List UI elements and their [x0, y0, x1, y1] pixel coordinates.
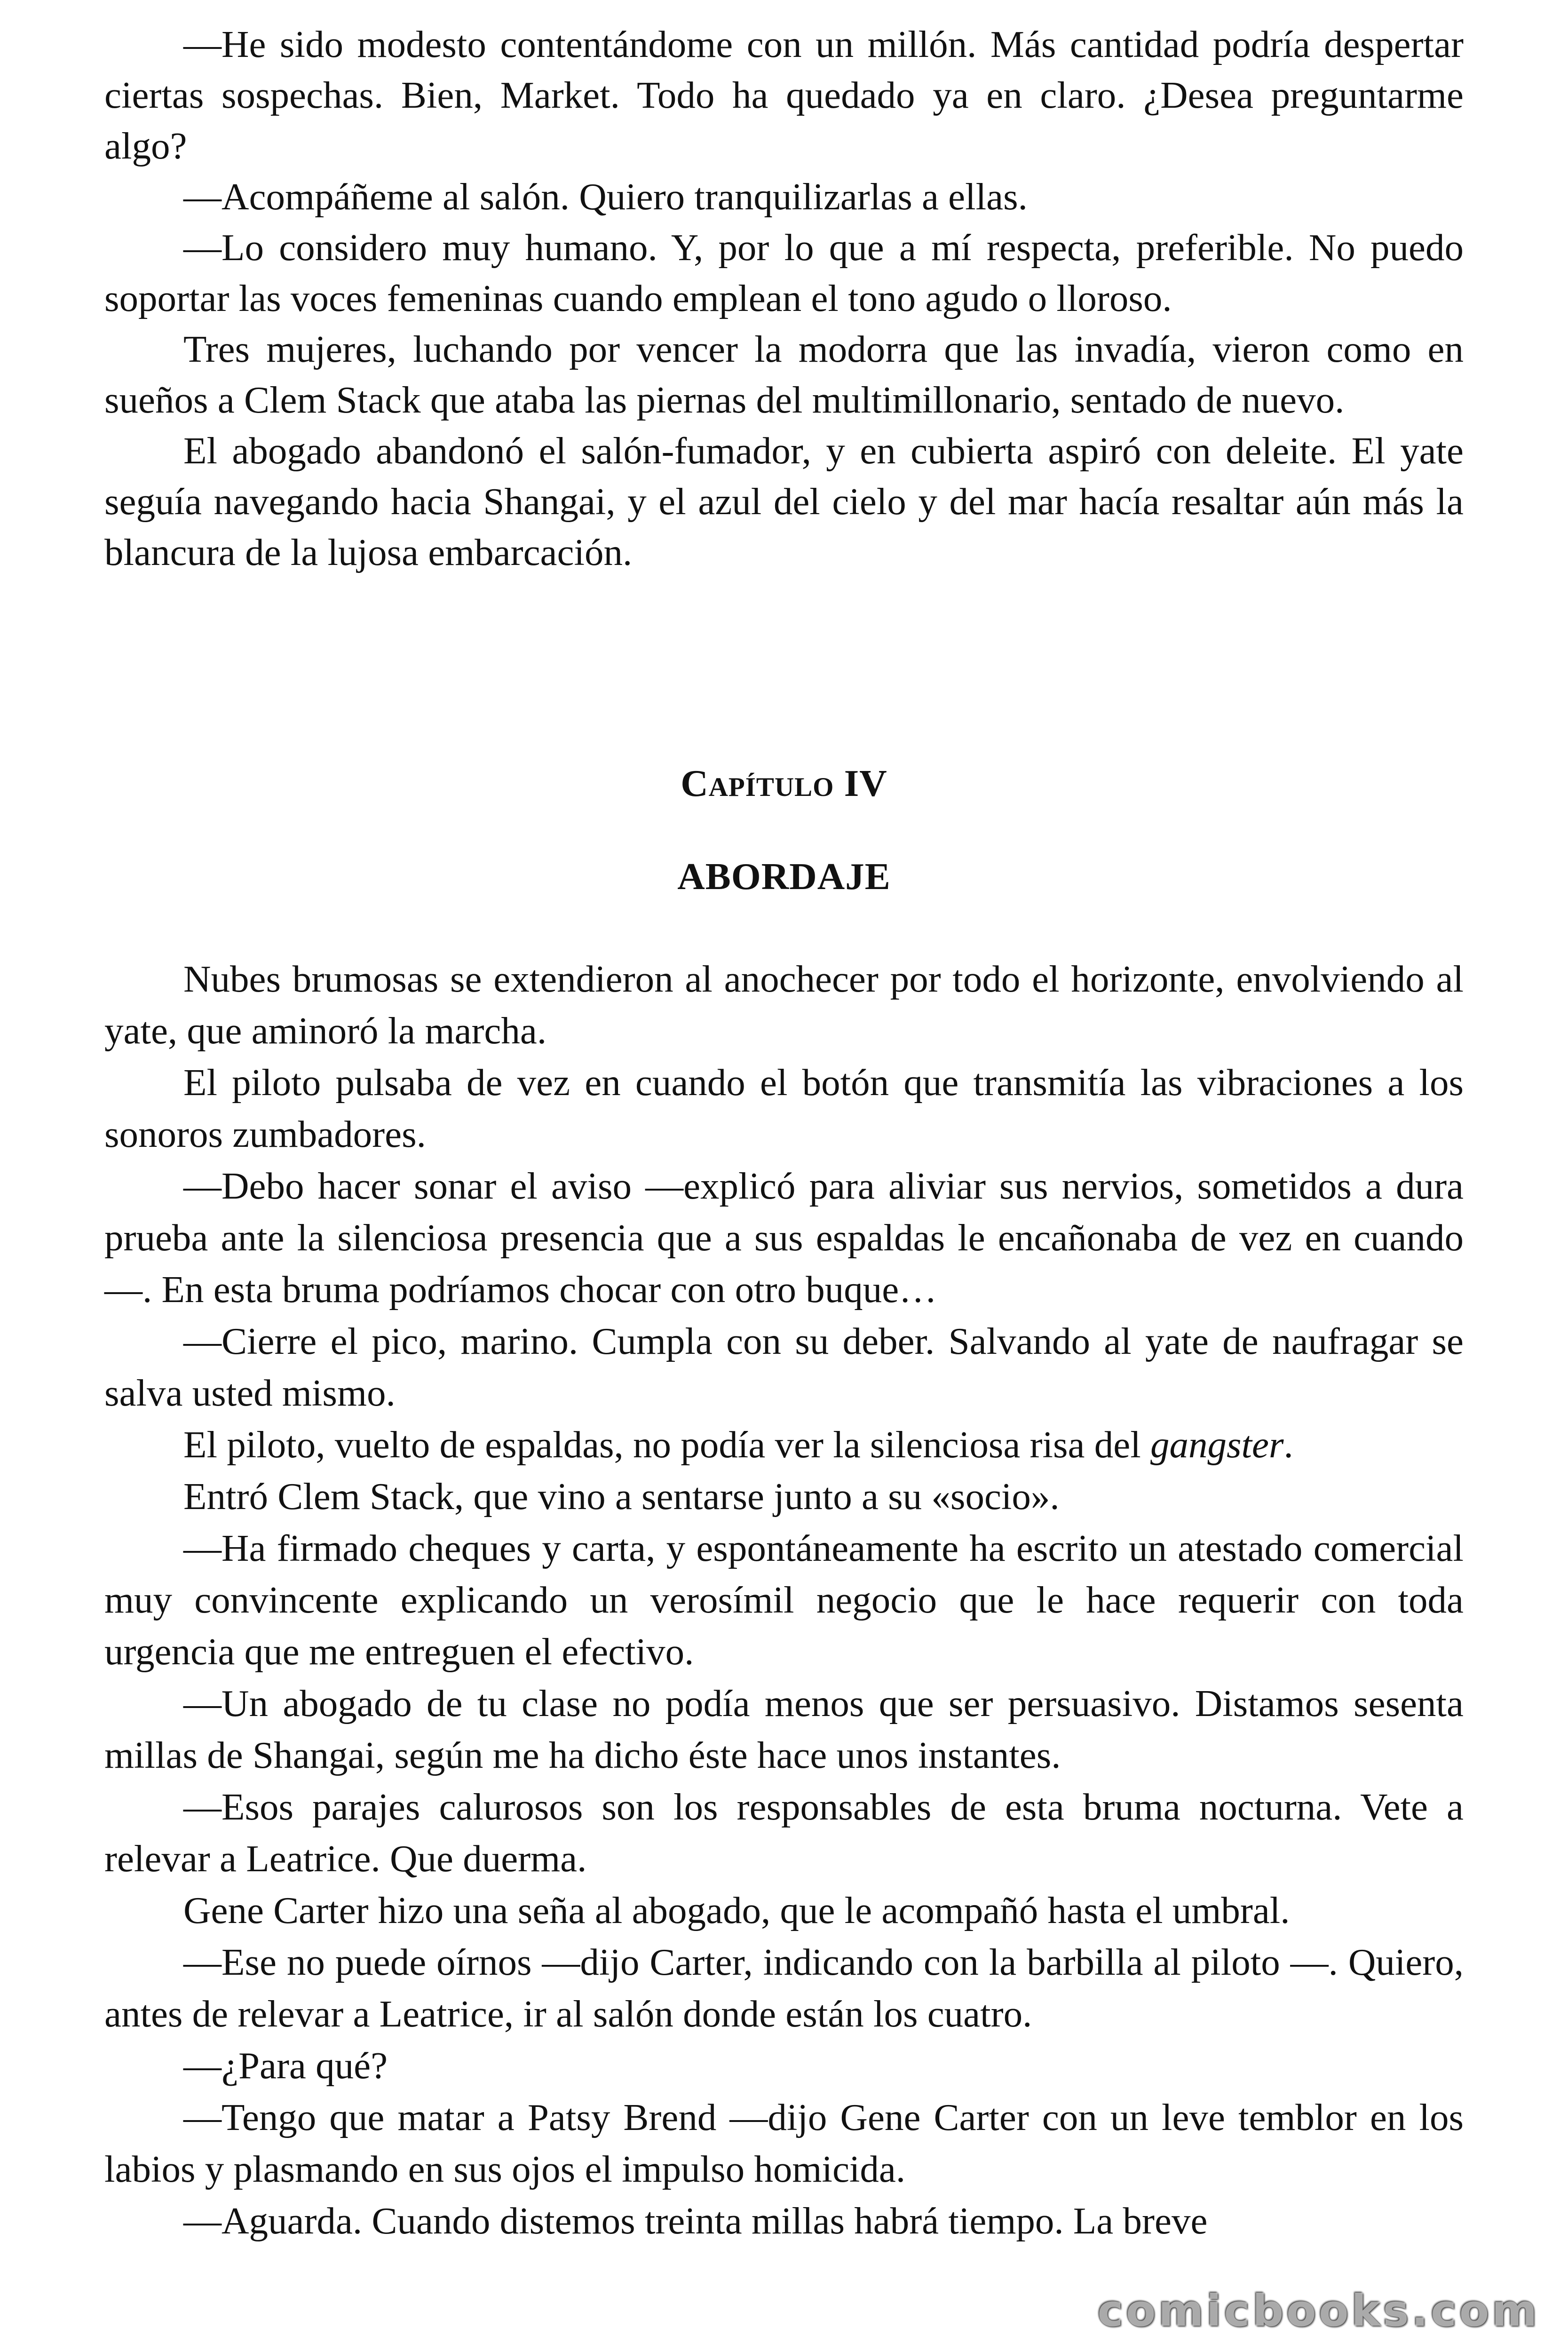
paragraph: Nubes brumosas se extendieron al anochecer por todo el horizonte, envolviendo al yate, que aminoró la marcha.: [104, 958, 1464, 1052]
title-gap: [104, 809, 1464, 850]
paragraph-text: El piloto, vuelto de espaldas, no podía ver la silenciosa risa del: [183, 1423, 1150, 1466]
paragraph: Tres mujeres, luchando por vencer la modorra que las invadía, vieron como en sueños a Clem Stack que ataba las piernas del multimillonario, sentado de nuevo.: [104, 328, 1464, 421]
italic-word: gangster: [1150, 1423, 1284, 1466]
paragraph: —Aguarda. Cuando distemos treinta millas habrá tiempo. La breve: [183, 2200, 1208, 2242]
paragraph: El abogado abandonó el salón-fumador, y en cubierta aspiró con deleite. El yate seguía navegando hacia Shangai, y el azul del cielo y del mar hacía resaltar aún más la blancura de la lujosa embarcación.: [104, 429, 1464, 573]
paragraph: —Tengo que matar a Patsy Brend —dijo Gene Carter con un leve temblor en los labios y plasmando en sus ojos el impulso homicida.: [104, 2096, 1464, 2190]
paragraph: El piloto pulsaba de vez en cuando el botón que transmitía las vibraciones a los sonoros zumbadores.: [104, 1061, 1464, 1155]
paragraph: —Acompáñeme al salón. Quiero tranquilizarlas a ellas.: [183, 175, 1028, 218]
paragraph: —Un abogado de tu clase no podía menos que ser persuasivo. Distamos sesenta millas de Shangai, según me ha dicho éste hace unos instantes.: [104, 1682, 1464, 1776]
paragraph: —Lo considero muy humano. Y, por lo que a mí respecta, preferible. No puedo soportar las voces femeninas cuando emplean el tono agudo o lloroso.: [104, 226, 1464, 319]
paragraph: —¿Para qué?: [183, 2044, 388, 2087]
paragraph: Entró Clem Stack, que vino a sentarse junto a su «socio».: [183, 1475, 1060, 1518]
paragraph: —Esos parajes calurosos son los responsables de esta bruma nocturna. Vete a relevar a Leatrice. Que duerma.: [104, 1786, 1464, 1880]
paragraph: Gene Carter hizo una seña al abogado, que le acompañó hasta el umbral.: [183, 1889, 1290, 1931]
paragraph-text: .: [1283, 1423, 1293, 1466]
chapter-text-block: [104, 953, 1464, 2247]
paragraph: —Ha firmado cheques y carta, y espontáneamente ha escrito un atestado comercial muy convincente explicando un verosímil negocio que le hace requerir con toda urgencia que me entreguen el efectivo.: [104, 1527, 1464, 1673]
paragraph: —Debo hacer sonar el aviso —explicó para aliviar sus nervios, sometidos a dura prueba ante la silenciosa presencia que a sus espaldas le encañonaba de vez en cuando—. En esta bruma podríamos chocar con otro buque…: [104, 1165, 1464, 1311]
paragraph: —Cierre el pico, marino. Cumpla con su deber. Salvando al yate de naufragar se salva usted mismo.: [104, 1320, 1464, 1414]
watermark: comicbooks.com: [1097, 2286, 1540, 2336]
paragraph: —Ese no puede oírnos —dijo Carter, indicando con la barbilla al piloto —. Quiero, antes de relevar a Leatrice, ir al salón donde están los cuatro.: [104, 1941, 1464, 2035]
chapter-title: Capítulo IV: [681, 762, 887, 804]
section-gap: [104, 578, 1464, 757]
paragraph: —He sido modesto contentándome con un millón. Más cantidad podría despertar ciertas sospechas. Bien, Market. Todo ha quedado ya en claro. ¿Desea preguntarme algo?: [104, 23, 1464, 167]
subtitle-gap: [104, 902, 1464, 953]
chapter-subtitle: ABORDAJE: [677, 855, 891, 898]
top-text-block: [104, 19, 1464, 578]
paragraph-with-italic: [104, 1419, 1464, 1470]
document-page: [104, 19, 1464, 2247]
